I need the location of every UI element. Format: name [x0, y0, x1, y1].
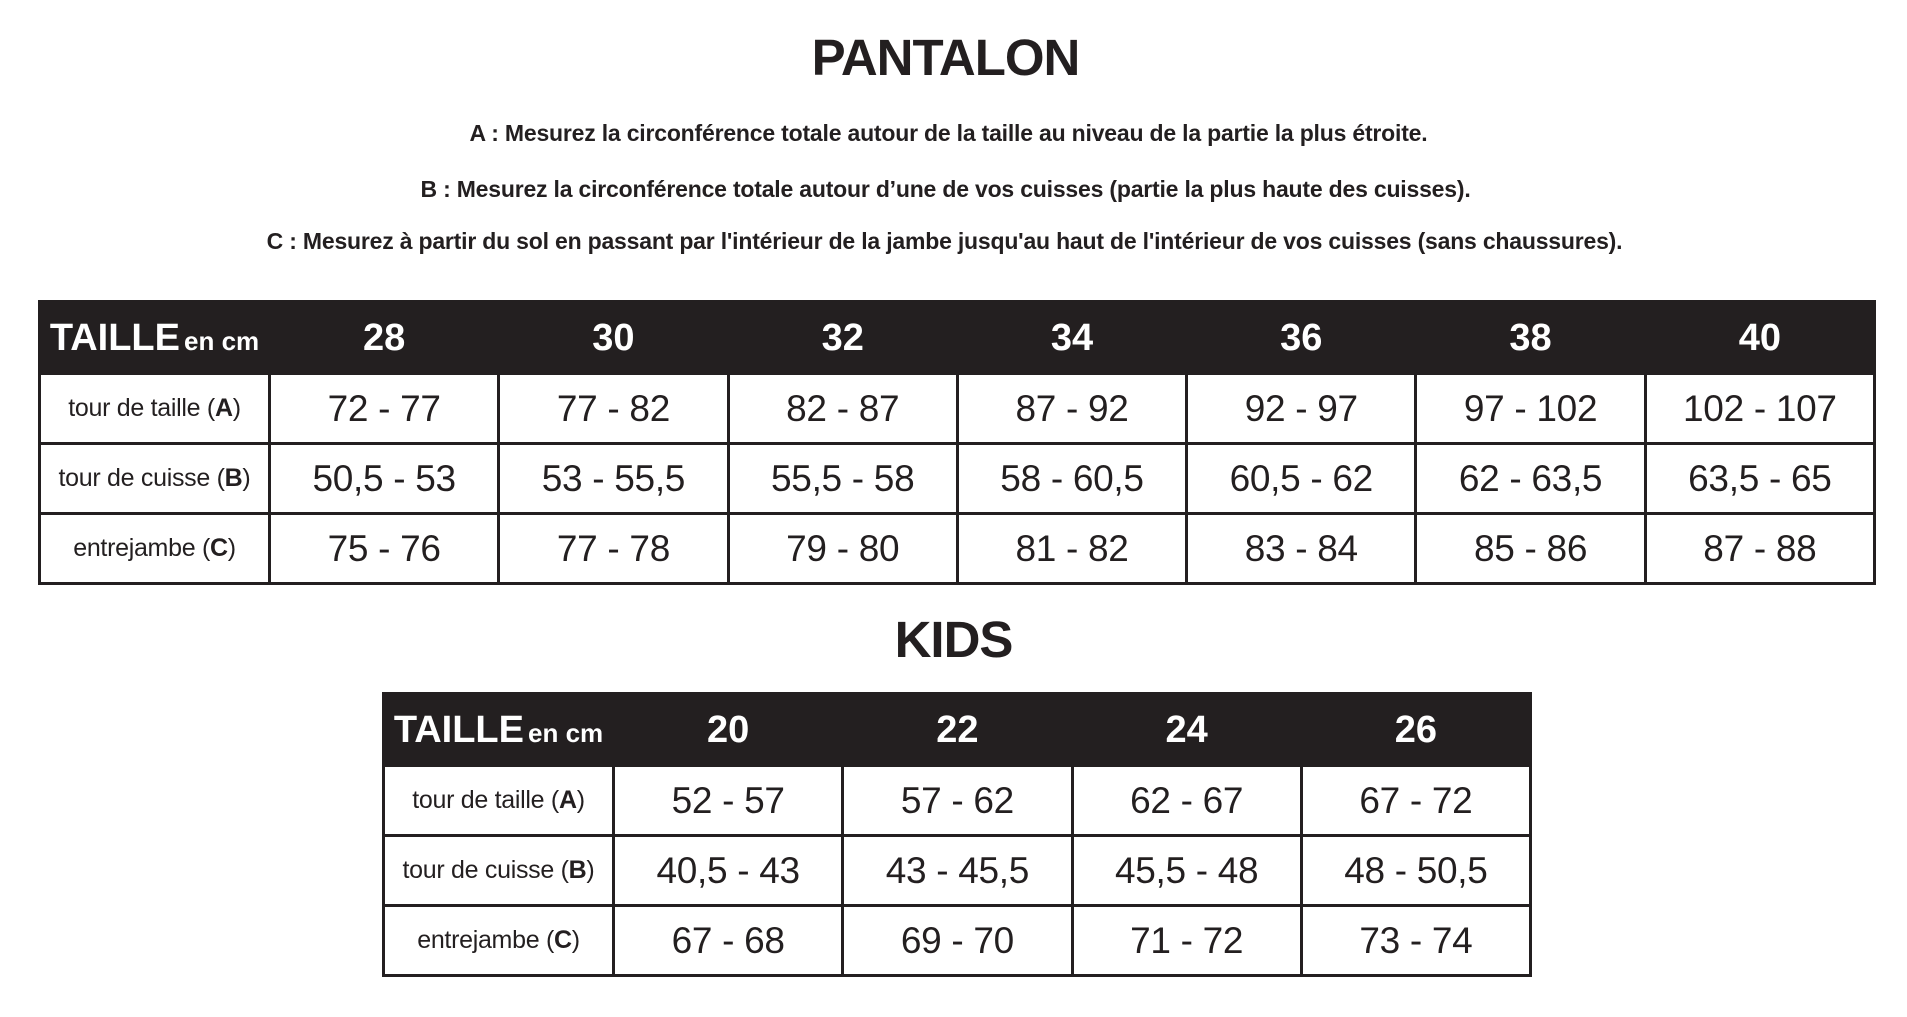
size-header: 40: [1645, 302, 1874, 374]
table-cell: 72 - 77: [270, 374, 499, 444]
row-label-prefix: tour de taille (: [412, 786, 559, 814]
row-label-suffix: ): [576, 786, 585, 814]
table-cell: 77 - 82: [499, 374, 728, 444]
table-cell: 85 - 86: [1416, 514, 1645, 584]
header-taille-label: TAILLE: [49, 317, 180, 359]
table-cell: 58 - 60,5: [957, 444, 1186, 514]
header-taille-cell: [40, 302, 270, 374]
instruction-c: C : Mesurez à partir du sol en passant par l'intérieur de la jambe jusqu'au haut de l'intérieur de vos cuisses (sans chaussures).: [266, 228, 1623, 254]
row-label-suffix: ): [242, 464, 251, 492]
size-header: 20: [614, 694, 843, 766]
table-cell: 62 - 67: [1072, 766, 1301, 836]
row-label-prefix: entrejambe (: [73, 534, 210, 562]
row-label-suffix: ): [232, 394, 241, 422]
row-label-letter: C: [209, 534, 228, 562]
row-label-prefix: tour de cuisse (: [58, 464, 225, 492]
table-row: [40, 514, 1875, 584]
row-label-tour-de-cuisse: [384, 836, 614, 906]
kids-size-table: [382, 692, 1532, 977]
row-label-entrejambe: [40, 514, 270, 584]
row-label-prefix: entrejambe (: [417, 926, 554, 954]
table-cell: 97 - 102: [1416, 374, 1645, 444]
row-label-tour-de-taille: [40, 374, 270, 444]
table-cell: 87 - 88: [1645, 514, 1874, 584]
table-cell: 75 - 76: [270, 514, 499, 584]
table-cell: 57 - 62: [843, 766, 1072, 836]
size-header: 22: [843, 694, 1072, 766]
table-cell: 43 - 45,5: [843, 836, 1072, 906]
header-taille-cell: [384, 694, 614, 766]
table-header-row: [40, 302, 1875, 374]
size-header: 36: [1187, 302, 1416, 374]
row-label-prefix: tour de cuisse (: [402, 856, 569, 884]
pantalon-title: PANTALON: [811, 29, 1080, 86]
table-cell: 52 - 57: [614, 766, 843, 836]
table-cell: 73 - 74: [1301, 906, 1530, 976]
kids-title: KIDS: [894, 611, 1013, 668]
row-label-letter: B: [568, 856, 587, 884]
row-label-letter: A: [214, 394, 233, 422]
table-cell: 79 - 80: [728, 514, 957, 584]
table-cell: 77 - 78: [499, 514, 728, 584]
table-cell: 48 - 50,5: [1301, 836, 1530, 906]
table-row: [40, 444, 1875, 514]
row-label-prefix: tour de taille (: [68, 394, 215, 422]
table-cell: 40,5 - 43: [614, 836, 843, 906]
row-label-entrejambe: [384, 906, 614, 976]
size-header: 32: [728, 302, 957, 374]
size-header: 30: [499, 302, 728, 374]
row-label-tour-de-cuisse: [40, 444, 270, 514]
table-row: [384, 906, 1531, 976]
table-row: [40, 374, 1875, 444]
instruction-a: A : Mesurez la circonférence totale autour de la taille au niveau de la partie la plus étroite.: [469, 120, 1428, 146]
row-label-letter: B: [224, 464, 243, 492]
table-cell: 45,5 - 48: [1072, 836, 1301, 906]
table-cell: 62 - 63,5: [1416, 444, 1645, 514]
table-cell: 83 - 84: [1187, 514, 1416, 584]
row-label-suffix: ): [571, 926, 580, 954]
table-row: [384, 836, 1531, 906]
size-header: 34: [957, 302, 1186, 374]
table-cell: 50,5 - 53: [270, 444, 499, 514]
table-cell: 71 - 72: [1072, 906, 1301, 976]
table-cell: 81 - 82: [957, 514, 1186, 584]
table-cell: 60,5 - 62: [1187, 444, 1416, 514]
size-header: 28: [270, 302, 499, 374]
size-header: 26: [1301, 694, 1530, 766]
pantalon-size-table: [38, 300, 1876, 585]
table-cell: 67 - 72: [1301, 766, 1530, 836]
row-label-tour-de-taille: [384, 766, 614, 836]
table-header-row: [384, 694, 1531, 766]
row-label-suffix: ): [227, 534, 236, 562]
row-label-letter: A: [558, 786, 577, 814]
table-cell: 82 - 87: [728, 374, 957, 444]
table-cell: 69 - 70: [843, 906, 1072, 976]
table-cell: 92 - 97: [1187, 374, 1416, 444]
size-header: 24: [1072, 694, 1301, 766]
size-header: 38: [1416, 302, 1645, 374]
table-cell: 87 - 92: [957, 374, 1186, 444]
header-unit-label: en cm: [184, 326, 260, 356]
header-taille-label: TAILLE: [393, 709, 524, 751]
table-cell: 53 - 55,5: [499, 444, 728, 514]
table-cell: 55,5 - 58: [728, 444, 957, 514]
header-unit-label: en cm: [528, 718, 604, 748]
table-row: [384, 766, 1531, 836]
row-label-suffix: ): [586, 856, 595, 884]
table-cell: 67 - 68: [614, 906, 843, 976]
table-cell: 102 - 107: [1645, 374, 1874, 444]
row-label-letter: C: [553, 926, 572, 954]
instruction-b: B : Mesurez la circonférence totale autour d’une de vos cuisses (partie la plus haute des cuisses).: [420, 176, 1471, 202]
table-cell: 63,5 - 65: [1645, 444, 1874, 514]
